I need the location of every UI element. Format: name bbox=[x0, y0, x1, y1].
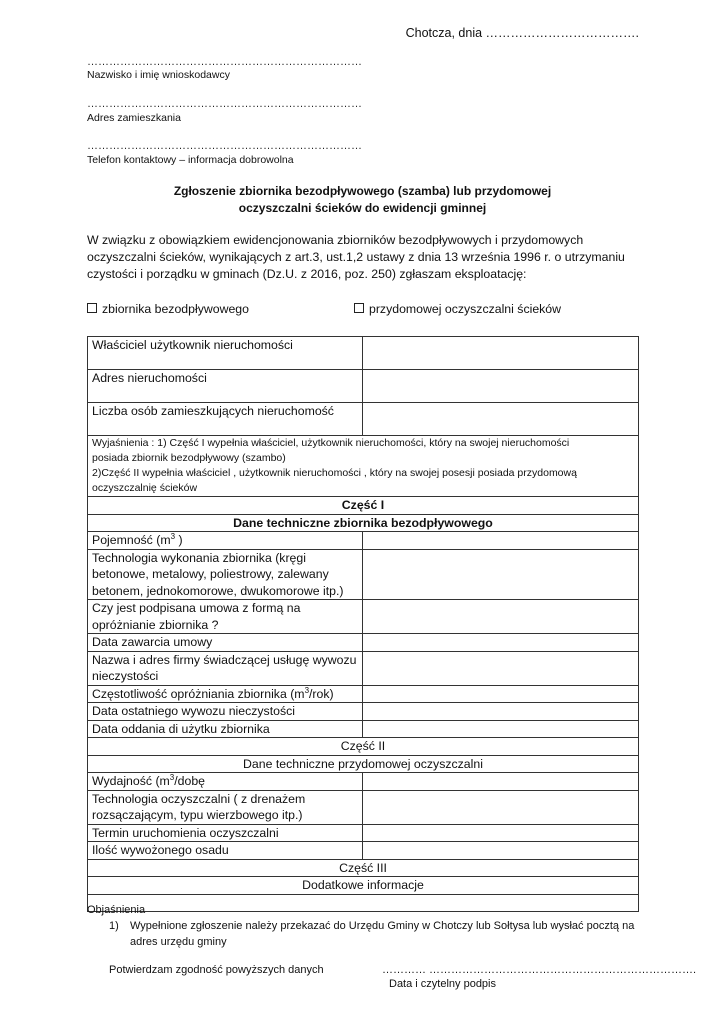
table-row bbox=[88, 337, 639, 370]
table-row bbox=[88, 773, 639, 791]
commissioning-date-label: Data oddania di użytku zbiornika bbox=[88, 720, 363, 738]
plant-technology-input[interactable] bbox=[363, 790, 639, 824]
sludge-amount-label: Ilość wywożonego osadu bbox=[88, 842, 363, 860]
contract-signed-input[interactable] bbox=[363, 600, 639, 634]
table-row bbox=[88, 685, 639, 703]
notes-cell bbox=[88, 436, 639, 497]
part3-heading-row bbox=[88, 859, 639, 877]
table-row bbox=[88, 720, 639, 738]
table-row bbox=[88, 824, 639, 842]
residents-count-input[interactable] bbox=[363, 403, 639, 436]
property-address-label: Adres nieruchomości bbox=[88, 370, 363, 403]
tank-capacity-label: Pojemność ($m^3$ ) bbox=[88, 532, 363, 550]
plant-technology-label: Technologia oczyszczalni ( z drenażem rozsączającym, typu wierzbowego itp.) bbox=[88, 790, 363, 824]
residents-count-label: Liczba osób zamieszkujących nieruchomość bbox=[88, 403, 363, 436]
form-title bbox=[87, 183, 638, 217]
name-dotted-line: ………………………………………………………………… bbox=[87, 56, 362, 68]
part2-subheading-row bbox=[88, 755, 639, 773]
table-row bbox=[88, 651, 639, 685]
table-row bbox=[88, 600, 639, 634]
sludge-amount-input[interactable] bbox=[363, 842, 639, 860]
part1-subheading-row bbox=[88, 514, 639, 532]
phone-dotted-line: ………………………………………………………………… bbox=[87, 140, 362, 152]
table-row bbox=[88, 532, 639, 550]
table-row bbox=[88, 634, 639, 652]
additional-info-row bbox=[88, 894, 639, 911]
option-septic-tank-label: zbiornika bezodpływowego bbox=[102, 302, 249, 316]
tank-technology-input[interactable] bbox=[363, 549, 639, 600]
notes-line4: oczyszczalnię ścieków bbox=[92, 482, 198, 494]
notes-row bbox=[88, 436, 639, 497]
part3-heading: Część III bbox=[88, 859, 639, 877]
checkbox-treatment-plant[interactable] bbox=[354, 303, 364, 313]
last-removal-date-label: Data ostatniego wywozu nieczystości bbox=[88, 703, 363, 721]
phone-label: Telefon kontaktowy – informacja dobrowolna bbox=[87, 154, 294, 166]
notes-line1: Wyjaśnienia : 1) Część I wypełnia właściciel, użytkownik nieruchomości, który na swojej nieruchomości bbox=[92, 437, 570, 449]
intro-paragraph: W związku z obowiązkiem ewidencjonowania zbiorników bezodpływowych i przydomowych oczyszczalni ścieków, wynikających z art.3, ust.1,2 ustawy z dnia 13 września 1996 r. o utrzymaniu czystości i porządku w gminach (Dz.U. z 2016, poz. 250) zgłaszam eksploatację: bbox=[87, 233, 625, 281]
commissioning-date-input[interactable] bbox=[363, 720, 639, 738]
notes-line2: posiada zbiornik bezodpływowy (szambo) bbox=[92, 452, 286, 464]
name-label: Nazwisko i imię wnioskodawcy bbox=[87, 69, 230, 81]
confirm-text: Potwierdzam zgodność powyższych danych bbox=[109, 964, 324, 976]
explanations-title: Objaśnienia bbox=[87, 904, 146, 916]
table-row bbox=[88, 370, 639, 403]
contract-signed-label: Czy jest podpisana umowa z formą na opróżnianie zbiornika ? bbox=[88, 600, 363, 634]
table-row bbox=[88, 703, 639, 721]
emptying-frequency-input[interactable] bbox=[363, 685, 639, 703]
last-removal-date-input[interactable] bbox=[363, 703, 639, 721]
address-label: Adres zamieszkania bbox=[87, 112, 181, 124]
table-row bbox=[88, 549, 639, 600]
owner-label: Właściciel użytkownik nieruchomości bbox=[88, 337, 363, 370]
emptying-frequency-label: Częstotliwość opróżniania zbiornika $(m^3/rok)$ bbox=[88, 685, 363, 703]
place-date: Chotcza, dnia ………………………………. bbox=[405, 26, 639, 40]
part1-heading: Część I bbox=[88, 497, 639, 515]
owner-input[interactable] bbox=[363, 337, 639, 370]
plant-start-date-input[interactable] bbox=[363, 824, 639, 842]
footnote-number: 1) bbox=[109, 920, 119, 932]
property-address-input[interactable] bbox=[363, 370, 639, 403]
table-row bbox=[88, 790, 639, 824]
form-title-line1: Zgłoszenie zbiornika bezodpływowego (szamba) lub przydomowej bbox=[173, 184, 552, 198]
additional-info-input[interactable] bbox=[88, 894, 639, 911]
option-septic-tank[interactable] bbox=[87, 302, 249, 316]
contract-date-label: Data zawarcia umowy bbox=[88, 634, 363, 652]
checkbox-septic-tank[interactable] bbox=[87, 303, 97, 313]
tank-technology-label: Technologia wykonania zbiornika (kręgi betonowe, metalowy, poliestrowy, zalewany betonem, jednokomorowe, dwukomorowe itp.) bbox=[88, 549, 363, 600]
notes-line3: 2)Część II wypełnia właściciel , użytkownik nieruchomości , który na swojej posesji posiada przydomową bbox=[92, 467, 577, 479]
plant-capacity-input[interactable] bbox=[363, 773, 639, 791]
part2-subheading: Dane techniczne przydomowej oczyszczalni bbox=[88, 755, 639, 773]
contract-date-input[interactable] bbox=[363, 634, 639, 652]
form-title-line2: oczyszczalni ścieków do ewidencji gminnej bbox=[238, 201, 487, 215]
address-dotted-line: ………………………………………………………………… bbox=[87, 98, 362, 110]
part3-subheading-row bbox=[88, 877, 639, 895]
signature-line: ………… ………………………………………………………………. bbox=[382, 964, 697, 976]
plant-start-date-label: Termin uruchomienia oczyszczalni bbox=[88, 824, 363, 842]
part2-heading-row bbox=[88, 738, 639, 756]
option-treatment-plant-label: przydomowej oczyszczalni ścieków bbox=[369, 302, 562, 316]
option-treatment-plant[interactable] bbox=[354, 302, 561, 316]
footnote-text: Wypełnione zgłoszenie należy przekazać do Urzędu Gminy w Chotczy lub Sołtysa lub wysłać pocztą na adres urzędu gminy bbox=[130, 920, 635, 948]
part1-heading-row bbox=[88, 497, 639, 515]
table-row bbox=[88, 403, 639, 436]
table-row bbox=[88, 842, 639, 860]
part1-subheading: Dane techniczne zbiornika bezodpływowego bbox=[88, 514, 639, 532]
plant-capacity-label: Wydajność ($m^3$/dobę bbox=[88, 773, 363, 791]
signature-label: Data i czytelny podpis bbox=[389, 978, 496, 990]
company-input[interactable] bbox=[363, 651, 639, 685]
tank-capacity-input[interactable] bbox=[363, 532, 639, 550]
part3-subheading: Dodatkowe informacje bbox=[88, 877, 639, 895]
part2-heading: Część II bbox=[88, 738, 639, 756]
registration-table bbox=[87, 336, 639, 912]
company-label: Nazwa i adres firmy świadczącej usługę wywozu nieczystości bbox=[88, 651, 363, 685]
